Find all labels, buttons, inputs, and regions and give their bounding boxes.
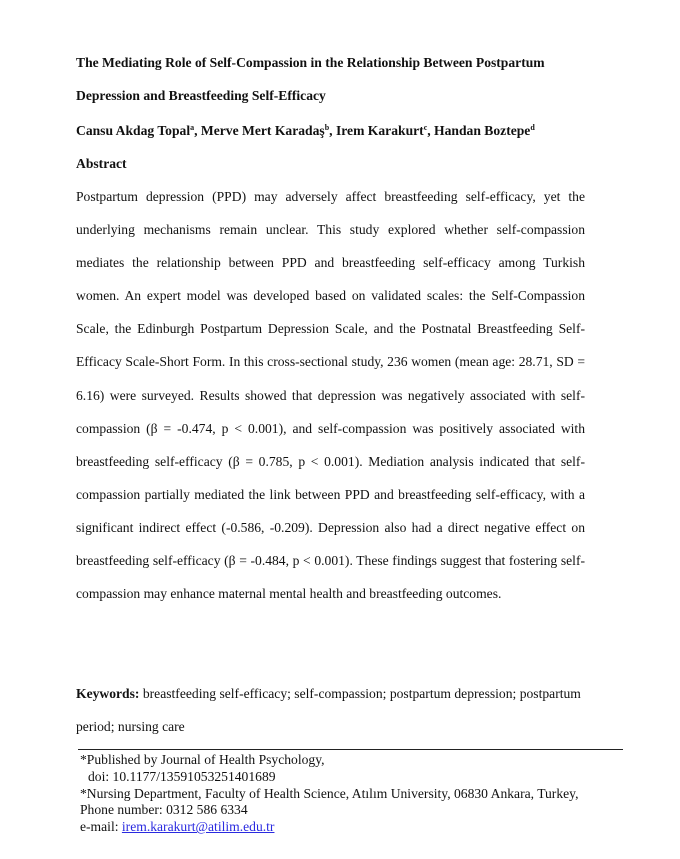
keywords-text: breastfeeding self-efficacy; self-compassion; postpartum depression; postpartum period; nursing care bbox=[76, 686, 581, 734]
footnote-doi: doi: 10.1177/13591053251401689 bbox=[88, 768, 276, 784]
author-affiliation-mark: b bbox=[324, 123, 330, 132]
paper-title: The Mediating Role of Self-Compassion in the Relationship Between Postpartum Depression and Breastfeeding Self-Efficacy bbox=[76, 55, 545, 103]
author-list: Cansu Akdag Topal$^a$, Merve Mert Karadaş$^b$, Irem Karakurt$^c$, Handan Boztepe$^d$ bbox=[76, 123, 535, 138]
keywords-label: Keywords: bbox=[76, 686, 140, 701]
email-label: e-mail: bbox=[80, 819, 119, 835]
email-link[interactable]: irem.karakurt@atilim.edu.tr bbox=[121, 819, 275, 835]
abstract-body: Postpartum depression (PPD) may adversely affect breastfeeding self-efficacy, yet the underlying mechanisms remain unclear. This study explored whether self-compassion mediates the relationship between PPD and breastfeeding self-efficacy among Turkish women. An expert model was developed based on validated scales: the Self-Compassion Scale, the Edinburgh Postpartum Depression Scale, and the Postnatal Breastfeeding Self-Efficacy Scale-Short Form. In this cross-sectional study, 236 women (mean age: 28.71, SD = 6.16) were surveyed. Results showed that depression was negatively associated with self-compassion (β = -0.474, p < 0.001), and self-compassion was positively associated with breastfeeding self-efficacy (β = 0.785, p < 0.001). Mediation analysis indicated that self-compassion partially mediated the link between PPD and breastfeeding self-efficacy, with a significant indirect effect (-0.586, -0.209). Depression also had a direct negative effect on breastfeeding self-efficacy (β = -0.484, p < 0.001). These findings suggest that fostering self-compassion may enhance maternal mental health and breastfeeding outcomes. bbox=[76, 189, 585, 602]
footnote-affiliation: *Nursing Department, Faculty of Health Science, Atılım University, 06830 Ankara, Turkey, bbox=[80, 785, 579, 801]
footnote-email-line bbox=[80, 819, 625, 836]
author-name: Cansu Akdag Topal bbox=[76, 123, 191, 138]
author-name: Irem Karakurt bbox=[335, 123, 424, 138]
author-name: Merve Mert Karadaş bbox=[200, 123, 325, 138]
author-affiliation-mark: a bbox=[190, 123, 195, 132]
footnote-published: *Published by Journal of Health Psychology, bbox=[80, 752, 325, 767]
footnote-phone: Phone number: 0312 586 6334 bbox=[80, 802, 248, 818]
footnote-divider bbox=[78, 749, 623, 750]
abstract-heading: Abstract bbox=[76, 156, 127, 171]
keywords bbox=[76, 677, 585, 743]
author-affiliation-mark: c bbox=[423, 123, 428, 132]
author-name: Handan Boztepe bbox=[434, 123, 531, 138]
footnotes bbox=[80, 752, 625, 836]
author-affiliation-mark: d bbox=[530, 123, 535, 132]
